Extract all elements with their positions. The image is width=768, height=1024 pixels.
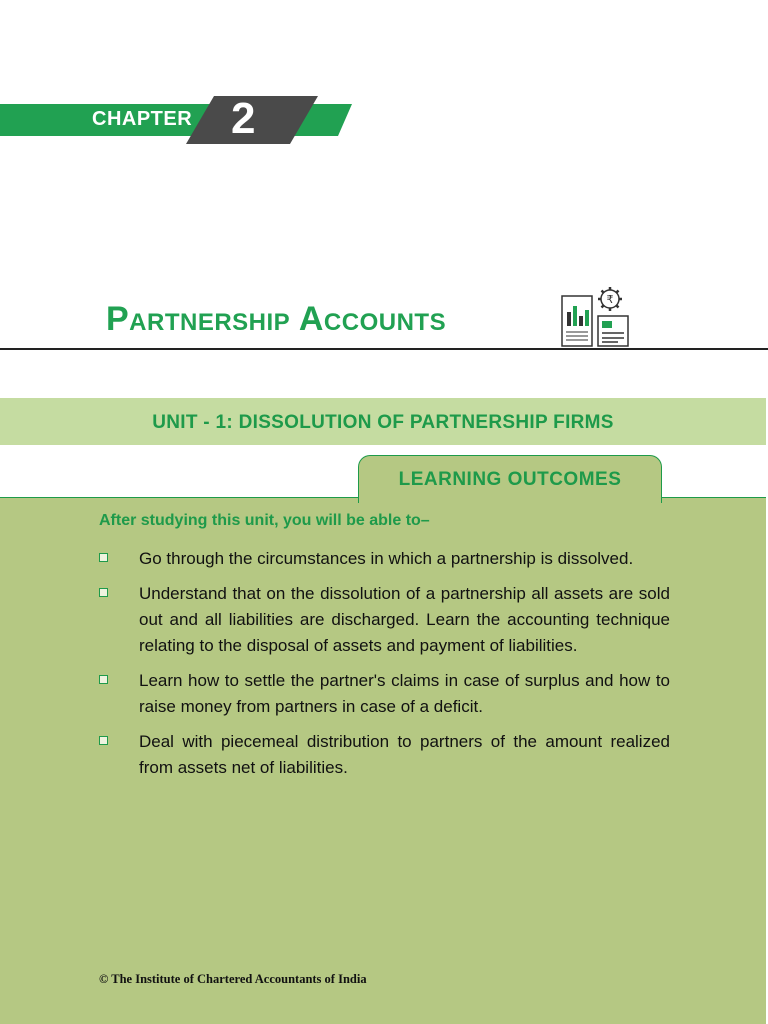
accounts-documents-icon: [560, 286, 632, 355]
outcome-list: [98, 546, 670, 790]
unit-title: UNIT - 1: DISSOLUTION OF PARTNERSHIP FIRMS: [152, 412, 614, 433]
checkbox-bullet-icon: [99, 736, 108, 745]
title-divider: [0, 348, 768, 350]
learning-outcomes-heading: LEARNING OUTCOMES: [398, 469, 622, 490]
outcome-item: [98, 729, 670, 781]
learning-outcomes-intro: After studying this unit, you will be able to–: [99, 512, 430, 529]
svg-text:₹: ₹: [606, 293, 614, 306]
checkbox-bullet-icon: [99, 553, 108, 562]
outcome-item: [98, 546, 670, 572]
page-title: Partnership Accounts: [106, 300, 447, 338]
outcome-item: [98, 581, 670, 659]
outcome-text: Go through the circumstances in which a partnership is dissolved.: [139, 549, 634, 568]
checkbox-bullet-icon: [99, 588, 108, 597]
chapter-number: 2: [231, 94, 256, 143]
chapter-label: CHAPTER: [92, 108, 193, 130]
checkbox-bullet-icon: [99, 675, 108, 684]
copyright-footer: © The Institute of Chartered Accountants of India: [99, 972, 367, 986]
outcome-item: [98, 668, 670, 720]
outcome-text: Deal with piecemeal distribution to partners of the amount realized from assets net of liabilities.: [139, 732, 670, 777]
outcome-text: Understand that on the dissolution of a partnership all assets are sold out and all liabilities are discharged. Learn the accounting technique relating to the disposal of assets and payment of liabilities.: [139, 584, 670, 655]
outcome-text: Learn how to settle the partner's claims in case of surplus and how to raise money from partners in case of a deficit.: [139, 671, 670, 716]
